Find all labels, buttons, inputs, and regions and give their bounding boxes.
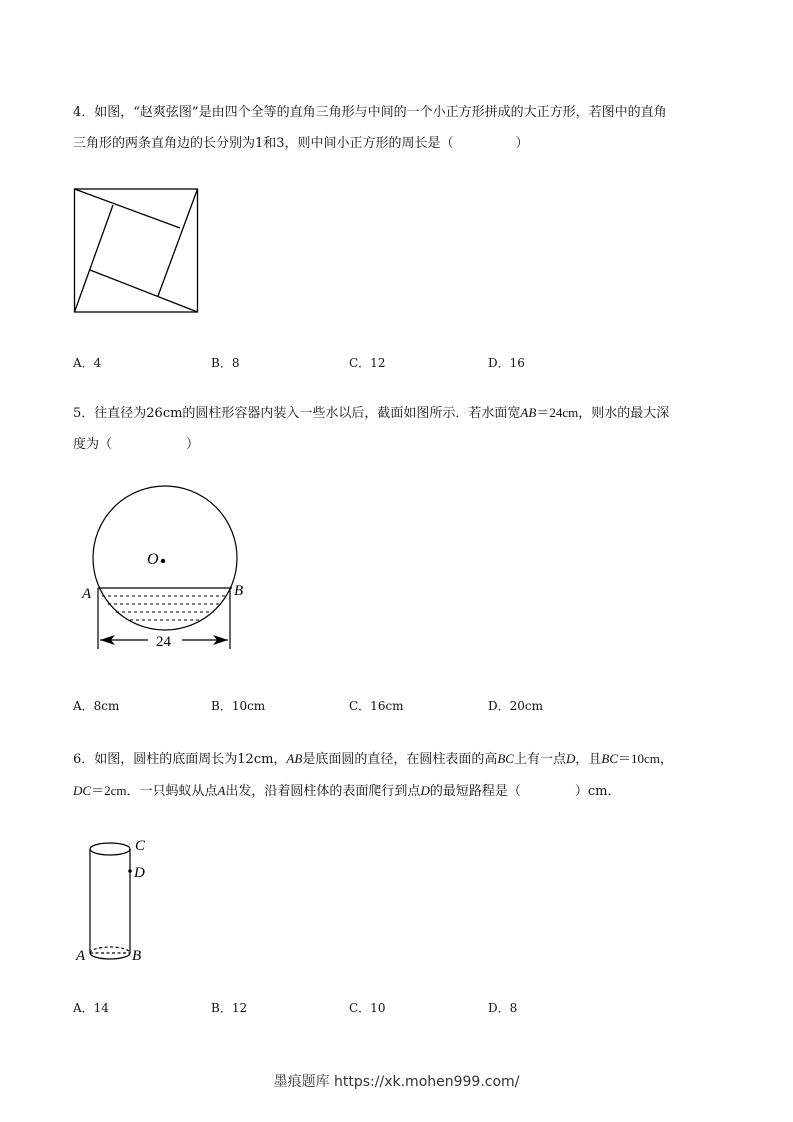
choice-a[interactable]: A．4 xyxy=(73,356,102,370)
label-o: O xyxy=(147,551,159,568)
label-a: A xyxy=(76,948,86,964)
cylinder-top xyxy=(90,843,130,855)
question-6-choices xyxy=(73,999,633,1019)
question-6-line-2: DC＝2cm．一只蚂蚁从点A出发，沿着圆柱体的表面爬行到点D的最短路程是（ ）cm． xyxy=(73,783,621,799)
circle-water-figure xyxy=(78,480,250,652)
choice-d[interactable]: D．16 xyxy=(488,356,525,370)
point-d xyxy=(128,869,132,873)
choice-d[interactable]: D．8 xyxy=(488,1001,518,1015)
label-d: D xyxy=(134,865,145,881)
triangle-line-right xyxy=(158,189,198,296)
cylinder-bottom-front xyxy=(90,953,130,959)
choice-b[interactable]: B．8 xyxy=(211,356,240,370)
triangle-line-bottom xyxy=(90,270,198,312)
cylinder-figure xyxy=(76,835,156,967)
footer-watermark: 墨痕题库 https://xk.mohen999.com/ xyxy=(273,1074,520,1090)
question-4-line-2: 三角形的两条直角边的长分别为1和3，则中间小正方形的周长是（ ） xyxy=(73,136,529,151)
question-5-line-2: 度为（ ） xyxy=(73,437,200,452)
choice-b[interactable]: B．10cm xyxy=(211,699,266,713)
outer-square xyxy=(75,189,198,312)
question-6-text xyxy=(73,743,723,807)
question-4-line-1: 4．如图，“赵爽弦图”是由四个全等的直角三角形与中间的一个小正方形拼成的大正方形，若图中的直角 xyxy=(73,105,667,120)
question-5-choices xyxy=(73,697,633,717)
choice-a[interactable]: A．14 xyxy=(73,1001,109,1015)
triangle-line-left xyxy=(75,205,114,312)
width-label: 24 xyxy=(156,634,171,650)
choice-c[interactable]: C．16cm xyxy=(349,699,404,713)
label-a: A xyxy=(82,586,92,602)
choice-b[interactable]: B．12 xyxy=(211,1001,248,1015)
zhao-shuang-figure xyxy=(74,188,198,314)
question-6-line-1: 6．如图，圆柱的底面周长为12cm，AB是底面圆的直径，在圆柱表面的高BC上有一点D，且BC＝10cm， xyxy=(73,751,673,767)
question-5-line-1: 5．往直径为26cm的圆柱形容器内装入一些水以后，截面如图所示．若水面宽AB＝24cm，则水的最大深 xyxy=(73,405,670,421)
label-b: B xyxy=(132,948,142,964)
choice-c[interactable]: C．10 xyxy=(349,1001,386,1015)
question-5-text xyxy=(73,397,723,460)
choice-c[interactable]: C．12 xyxy=(349,356,386,370)
question-4-text xyxy=(73,97,723,159)
container-circle xyxy=(93,486,237,630)
question-4-choices xyxy=(73,354,633,374)
center-point xyxy=(161,559,165,563)
label-b: B xyxy=(234,583,244,599)
label-c: C xyxy=(135,838,146,854)
choice-d[interactable]: D．20cm xyxy=(488,699,543,713)
triangle-line-top xyxy=(75,189,181,228)
choice-a[interactable]: A．8cm xyxy=(73,699,120,713)
cylinder-bottom-back xyxy=(90,947,130,953)
